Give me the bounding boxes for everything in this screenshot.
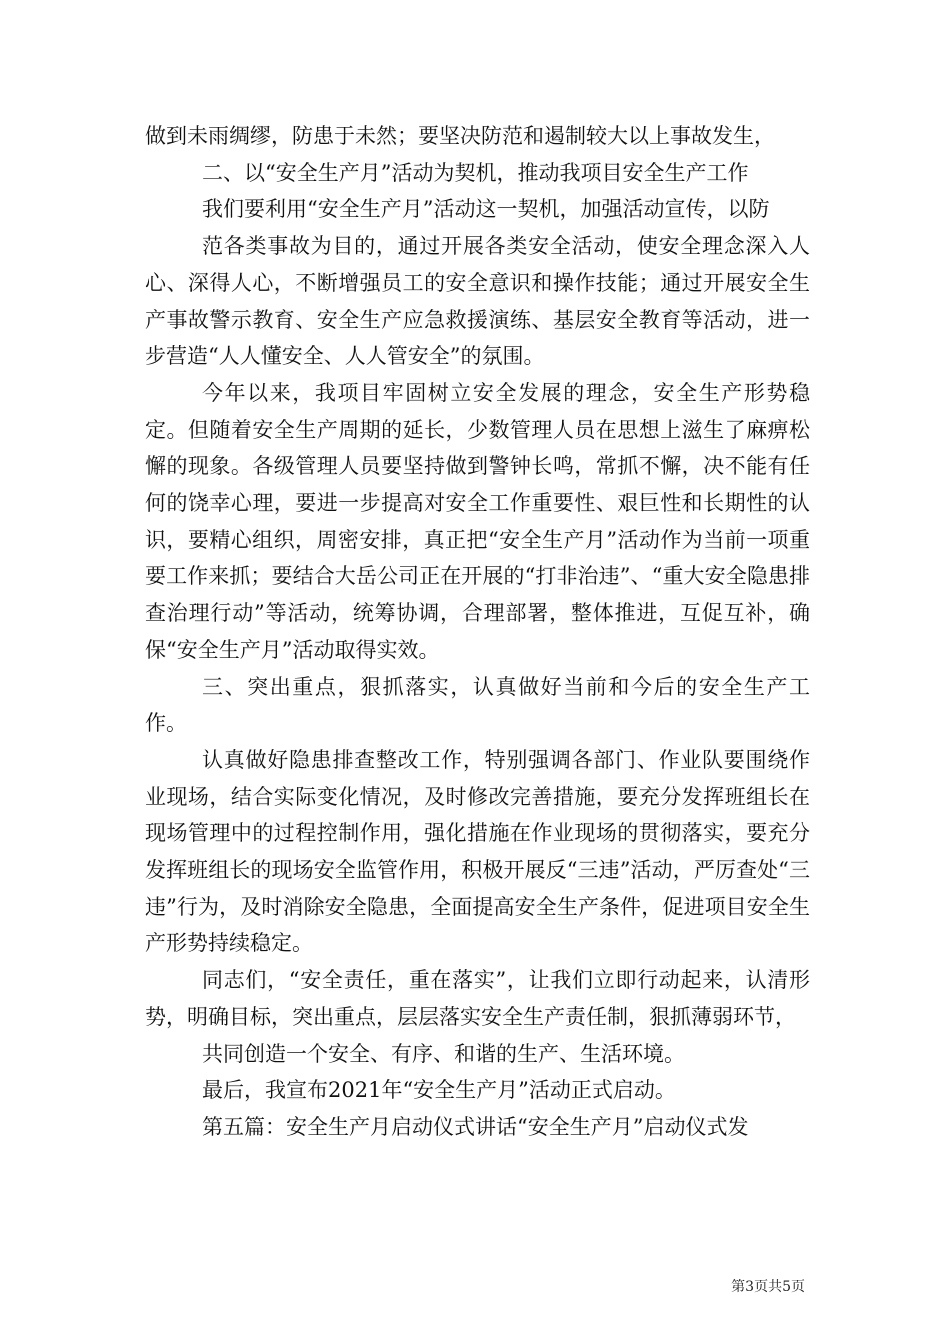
paragraph-3: 我们要利用“安全生产月”活动这一契机，加强活动宣传，以防 [202, 197, 770, 222]
document-body [145, 118, 810, 1146]
paragraph-6: 三、突出重点，狠抓落实，认真做好当前和今后的安全生产工作。 [145, 674, 810, 736]
paragraph-5: 今年以来，我项目牢固树立安全发展的理念，安全生产形势稳定。但随着安全生产周期的延长，少数管理人员在思想上滋生了麻痹松懈的现象。各级管理人员要坚持做到警钟长鸣，常抓不懈，决不能有任何的饶幸心理，要进一步提高对安全工作重要性、艰巨性和长期性的认识，要精心组织，周密安排，真正把“安全生产月”活动作为当前一项重要工作来抓；要结合大岳公司正在开展的“打非治违”、“重大安全隐患排查治理行动”等活动，统筹协调，合理部署，整体推进，互促互补，确保“安全生产月”活动取得实效。 [145, 380, 810, 662]
paragraph-10: 最后，我宣布2021年“安全生产月”活动正式启动。 [202, 1078, 676, 1103]
paragraph-1: 做到未雨绸缪，防患于未然；要坚决防范和遏制较大以上事故发生， [145, 124, 775, 148]
page-number: 第3页共5页 [731, 1279, 805, 1295]
paragraph-7: 认真做好隐患排查整改工作，特别强调各部门、作业队要围绕作业现场，结合实际变化情况，及时修改完善措施，要充分发挥班组长在现场管理中的过程控制作用，强化措施在作业现场的贯彻落实，要充分发挥班组长的现场安全监管作用，积极开展反“三违”活动，严厉查处“三违”行为，及时消除安全隐患，全面提高安全生产条件，促进项目安全生产形势持续稳定。 [145, 747, 810, 956]
paragraph-4: 范各类事故为目的，通过开展各类安全活动，使安全理念深入人心、深得人心，不断增强员工的安全意识和操作技能；通过开展安全生产事故警示教育、安全生产应急救援演练、基层安全教育等活动，进一步营造“人人懂安全、人人管安全”的氛围。 [145, 234, 810, 369]
paragraph-9: 共同创造一个安全、有序、和谐的生产、生活环境。 [202, 1041, 685, 1066]
paragraph-8: 同志们，“安全责任，重在落实”，让我们立即行动起来，认清形势，明确目标，突出重点，层层落实安全生产责任制，狠抓薄弱环节， [145, 968, 810, 1029]
paragraph-11: 第五篇：安全生产月启动仪式讲话“安全生产月”启动仪式发 [202, 1114, 749, 1139]
paragraph-2: 二、以“安全生产月”活动为契机，推动我项目安全生产工作 [202, 160, 749, 185]
